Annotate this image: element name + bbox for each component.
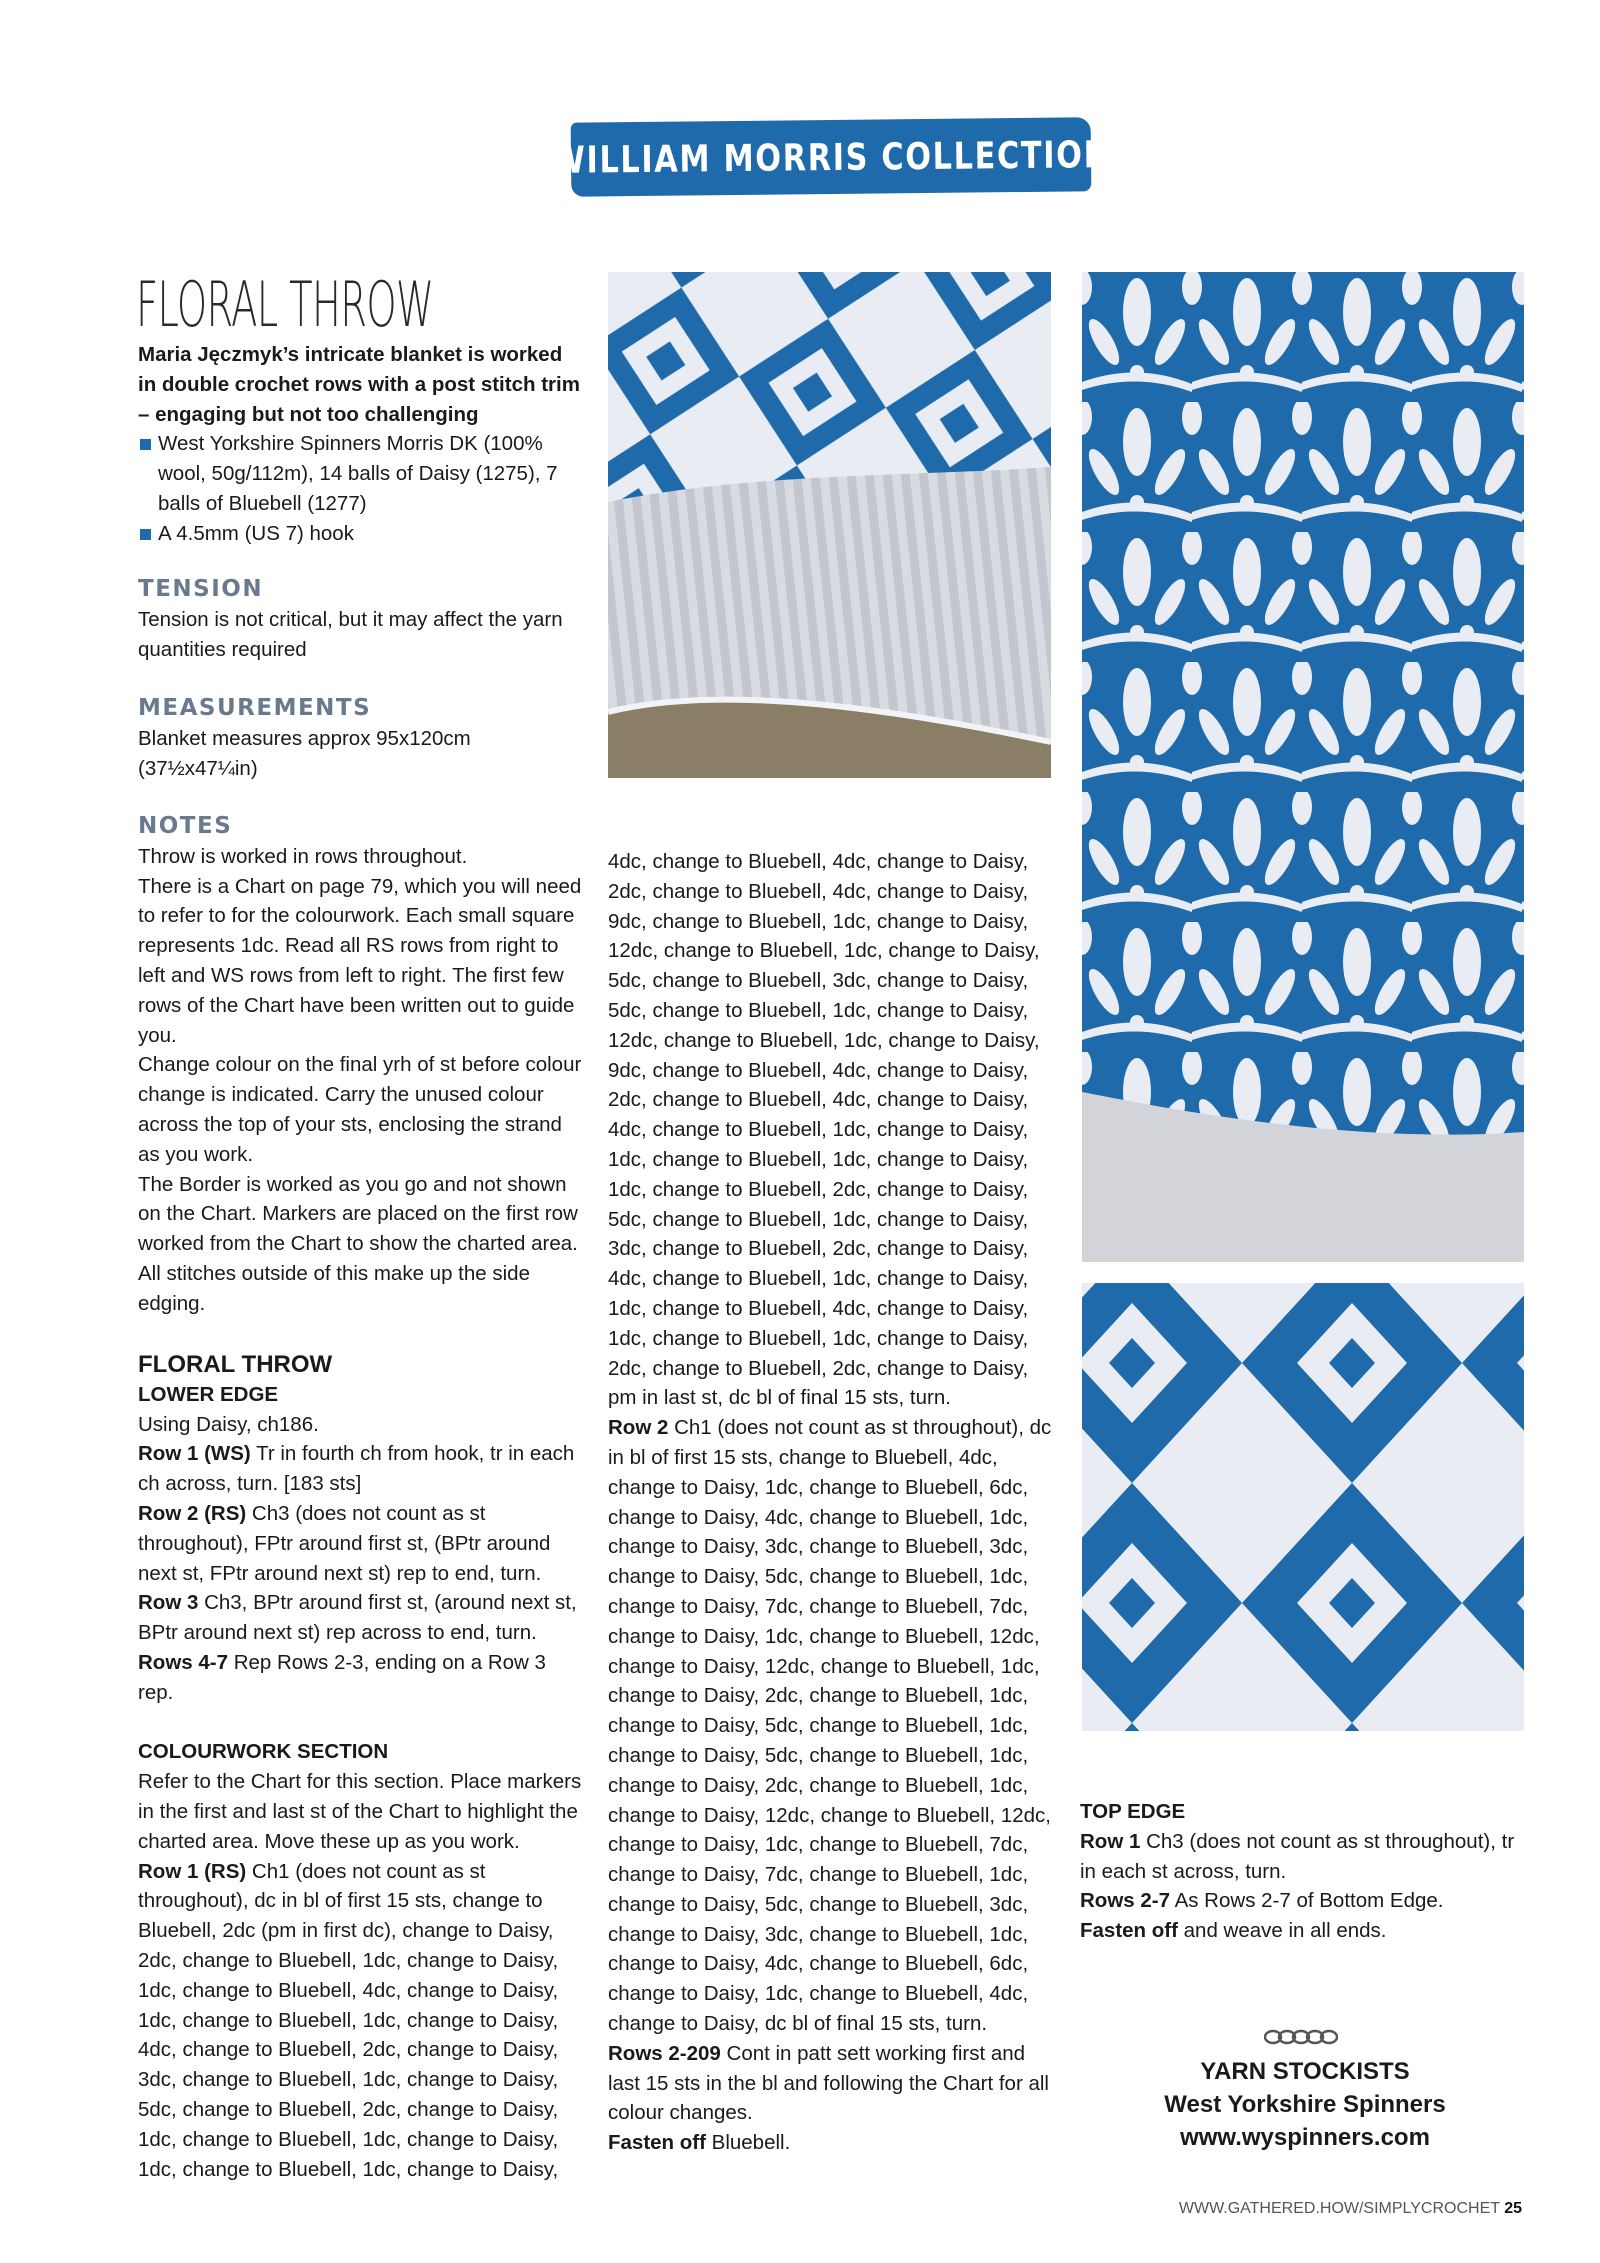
- colourwork-rows-2-209: Rows 2-209 Cont in patt sett working first and last 15 sts in the bl and following the Chart for all colour changes.: [608, 2041, 1049, 2125]
- colourwork-row-1b: 4dc, change to Bluebell, 4dc, change to Daisy, 2dc, change to Bluebell, 4dc, change to Daisy, 9dc, change to Bluebell, 1dc, change to Daisy, 12dc, change to Bluebell, 1dc, change to Daisy, 5dc, change to Bluebell, 3dc, change to Daisy, 5dc, change to Bluebell, 1dc, change to Daisy, 12dc, change to Bluebell, 1dc, change to Daisy, 9dc, change to Bluebell, 4dc, change to Daisy, 2dc, change to Bluebell, 4dc, change to Daisy, 4dc, change to Bluebell, 1dc, change to Daisy, 1dc, change to Bluebell, 1dc, change to Daisy, 1dc, change to Bluebell, 2dc, change to Daisy, 5dc, change to Bluebell, 1dc, change to Daisy, 3dc, change to Bluebell, 2dc, change to Daisy, 4dc, change to Bluebell, 1dc, change to Daisy, 1dc, change to Bluebell, 4dc, change to Daisy, 1dc, change to Bluebell, 1dc, change to Daisy, 2dc, change to Bluebell, 2dc, change to Daisy, pm in last st, dc bl of final 15 sts, turn.: [608, 850, 1040, 1410]
- page-footer: [1179, 2200, 1522, 2218]
- notes-para-3: Change colour on the final yrh of st before colour change is indicated. Carry the unused colour across the top of your sts, enclosing the strand as you work.: [138, 1053, 582, 1166]
- collection-banner: [551, 117, 1111, 196]
- tension-heading: TENSION: [138, 576, 264, 602]
- diamond-closeup-image: [1082, 1283, 1524, 1731]
- colourwork-heading: COLOURWORK SECTION: [138, 1740, 389, 1764]
- notes-para-1: Throw is worked in rows throughout.: [138, 844, 468, 868]
- notes-heading: NOTES: [138, 813, 233, 839]
- tension-block: [138, 575, 586, 664]
- lower-edge-row-2: Row 2 (RS) Ch3 (does not count as st throughout), FPtr around first st, (BPtr around next st, FPtr around next st) rep to end, turn.: [138, 1501, 551, 1585]
- banner-text: WILLIAM MORRIS COLLECTION: [551, 132, 1111, 182]
- notes-block: [138, 812, 586, 1319]
- lower-edge-heading: LOWER EDGE: [138, 1382, 279, 1406]
- top-edge-rows-2-7: Rows 2-7 As Rows 2-7 of Bottom Edge.: [1080, 1889, 1444, 1913]
- measurements-text: Blanket measures approx 95x120cm (37½x47¼in): [138, 726, 471, 780]
- materials-item-hook: A 4.5mm (US 7) hook: [138, 519, 586, 549]
- top-edge-fasten-off: Fasten off and weave in all ends.: [1080, 1919, 1387, 1943]
- notes-para-2: There is a Chart on page 79, which you will need to refer to for the colourwork. Each small square represents 1dc. Read all RS rows from right to left and WS rows from left to right. The first few rows of the Chart have been written out to guide you.: [138, 874, 582, 1047]
- intro-text: Maria Jęczmyk’s intricate blanket is worked in double crochet rows with a post stitch trim – engaging but not too challenging: [138, 343, 580, 426]
- tension-text: Tension is not critical, but it may affect the yarn quantities required: [138, 607, 563, 661]
- intro-block: [138, 340, 586, 549]
- top-edge-block: [1080, 1797, 1530, 1946]
- measurements-block: [138, 694, 586, 783]
- photo-blanket-edge: [608, 272, 1051, 778]
- stockists-url[interactable]: www.wyspinners.com: [1180, 2124, 1430, 2151]
- colourwork-fasten-off: Fasten off Bluebell.: [608, 2131, 791, 2155]
- stockists-heading: YARN STOCKISTS: [1200, 2058, 1410, 2085]
- yarn-stockists: [1100, 2055, 1510, 2154]
- colourwork-row-2: Row 2 Ch1 (does not count as st throughout), dc in bl of first 15 sts, change to Bluebell, 4dc, change to Daisy, 1dc, change to Bluebell, 6dc, change to Daisy, 4dc, change to Bluebell, 1dc, change to Daisy, 3dc, change to Bluebell, 3dc, change to Daisy, 5dc, change to Bluebell, 1dc, change to Daisy, 7dc, change to Bluebell, 7dc, change to Daisy, 1dc, change to Bluebell, 12dc, change to Daisy, 12dc, change to Bluebell, 1dc, change to Daisy, 2dc, change to Bluebell, 1dc, change to Daisy, 5dc, change to Bluebell, 1dc, change to Daisy, 5dc, change to Bluebell, 1dc, change to Daisy, 2dc, change to Bluebell, 1dc, change to Daisy, 12dc, change to Bluebell, 12dc, change to Daisy, 1dc, change to Bluebell, 7dc, change to Daisy, 7dc, change to Bluebell, 1dc, change to Daisy, 5dc, change to Bluebell, 3dc, change to Daisy, 3dc, change to Bluebell, 1dc, change to Daisy, 4dc, change to Bluebell, 6dc, change to Daisy, 1dc, change to Bluebell, 4dc, change to Daisy, dc bl of final 15 sts, turn.: [608, 1416, 1052, 2036]
- bullet-square-icon: [140, 439, 151, 450]
- notes-para-4: The Border is worked as you go and not shown on the Chart. Markers are placed on the first row worked from the Chart to show the charted area. All stitches outside of this make up the side edging.: [138, 1172, 578, 1315]
- spacer: [138, 1708, 586, 1738]
- page-number: 25: [1504, 2200, 1522, 2217]
- pattern-heading: FLORAL THROW: [138, 1351, 333, 1378]
- photo-floral-pattern: [1082, 272, 1524, 1262]
- colourwork-intro: Refer to the Chart for this section. Place markers in the first and last st of the Chart to highlight the charted area. Move these up as you work.: [138, 1770, 582, 1853]
- lower-edge-rows-4-7: Rows 4-7 Rep Rows 2-3, ending on a Row 3 rep.: [138, 1650, 546, 1704]
- measurements-heading: MEASUREMENTS: [138, 695, 372, 721]
- pattern-block: [138, 1350, 586, 2184]
- top-edge-row-1: Row 1 Ch3 (does not count as st throughout), tr in each st across, turn.: [1080, 1829, 1515, 1883]
- blanket-edge-image: [608, 272, 1051, 778]
- lower-edge-start: Using Daisy, ch186.: [138, 1412, 319, 1436]
- photo-diamond-closeup: [1082, 1283, 1524, 1731]
- bullet-square-icon: [140, 529, 151, 540]
- chain-ornament-icon: [1264, 2027, 1338, 2047]
- lower-edge-row-1: Row 1 (WS) Tr in fourth ch from hook, tr in each ch across, turn. [183 sts]: [138, 1442, 575, 1496]
- floral-pattern-image: [1082, 272, 1524, 1262]
- materials-item-yarn: West Yorkshire Spinners Morris DK (100% wool, 50g/112m), 14 balls of Daisy (1275), 7 balls of Bluebell (1277): [138, 429, 586, 518]
- page-title: FLORAL THROW: [136, 268, 434, 341]
- lower-edge-row-3: Row 3 Ch3, BPtr around first st, (around next st, BPtr around next st) rep across to end, turn.: [138, 1591, 577, 1645]
- stockists-name: West Yorkshire Spinners: [1164, 2091, 1446, 2118]
- pattern-column-2: [608, 847, 1058, 2158]
- footer-url[interactable]: WWW.GATHERED.HOW/SIMPLYCROCHET: [1178, 2200, 1500, 2217]
- colourwork-row-1a: Row 1 (RS) Ch1 (does not count as st throughout), dc in bl of first 15 sts, change to Bluebell, 2dc (pm in first dc), change to Daisy, 2dc, change to Bluebell, 1dc, change to Daisy, 1dc, change to Bluebell, 4dc, change to Daisy, 1dc, change to Bluebell, 1dc, change to Daisy, 4dc, change to Bluebell, 2dc, change to Daisy, 3dc, change to Bluebell, 1dc, change to Daisy, 5dc, change to Bluebell, 2dc, change to Daisy, 1dc, change to Bluebell, 1dc, change to Daisy, 1dc, change to Bluebell, 1dc, change to Daisy,: [138, 1859, 559, 2181]
- top-edge-heading: TOP EDGE: [1080, 1800, 1186, 1823]
